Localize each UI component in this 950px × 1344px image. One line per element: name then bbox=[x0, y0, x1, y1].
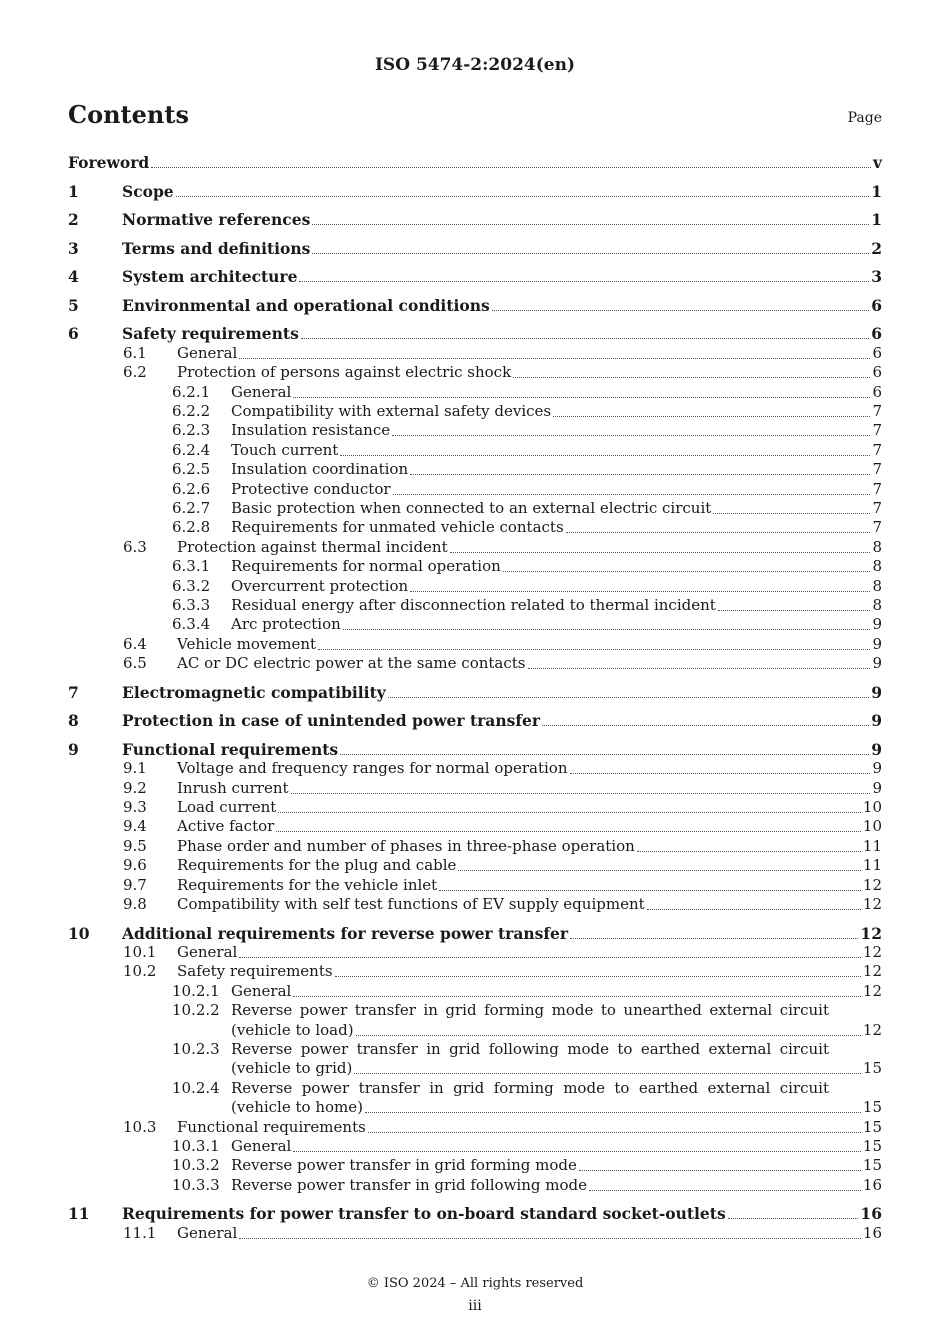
dot-leader bbox=[276, 831, 861, 832]
dot-leader bbox=[293, 1151, 861, 1152]
dot-leader bbox=[503, 571, 871, 572]
toc-entry-title: Insulation resistance bbox=[231, 421, 391, 440]
dot-leader bbox=[458, 870, 860, 871]
dot-leader bbox=[368, 1132, 861, 1133]
dot-leader bbox=[393, 494, 871, 495]
toc-entry-title: AC or DC electric power at the same contacts bbox=[177, 654, 526, 673]
dot-leader bbox=[151, 167, 871, 168]
dot-leader bbox=[570, 773, 871, 774]
dot-leader bbox=[637, 851, 861, 852]
toc-entry-title: Reverse power transfer in grid following mode bbox=[231, 1175, 587, 1194]
toc-entry-title: Environmental and operational conditions bbox=[122, 295, 490, 315]
toc-entry-title: Active factor bbox=[177, 817, 275, 836]
dot-leader bbox=[513, 377, 870, 378]
toc-entry-title: Reverse power transfer in grid forming mode to earthed external circuit bbox=[231, 1078, 829, 1097]
toc-entry-number: 1 bbox=[68, 181, 79, 201]
toc-entry-page: 12 bbox=[862, 1020, 882, 1039]
toc-entry-number: 6.2.1 bbox=[172, 382, 211, 401]
toc-entry-number: 6.2.8 bbox=[172, 518, 211, 537]
toc-entry-title: Normative references bbox=[122, 210, 311, 230]
toc-entry[interactable] bbox=[68, 615, 882, 634]
toc-entry-title-line1 bbox=[231, 1040, 829, 1059]
toc-entry-number: 6.3.2 bbox=[172, 576, 211, 595]
toc-entry-number: 6.3.3 bbox=[172, 595, 211, 614]
toc-entry-title: General bbox=[177, 1223, 238, 1242]
toc-entry-number: 10.3 bbox=[123, 1117, 157, 1136]
toc-entry-page: 8 bbox=[872, 576, 882, 595]
toc-entry-number: 6.2.5 bbox=[172, 460, 211, 479]
dot-leader bbox=[718, 610, 871, 611]
dot-leader bbox=[239, 1238, 861, 1239]
toc-entry-page: 10 bbox=[862, 798, 882, 817]
dot-leader bbox=[647, 909, 861, 910]
toc-entry-number: 10.2.3 bbox=[172, 1039, 220, 1058]
toc-entry[interactable] bbox=[68, 441, 882, 460]
toc-entry-title-line2: (vehicle to home) bbox=[231, 1098, 363, 1117]
toc-entry-page: 9 bbox=[871, 682, 882, 702]
toc-entry[interactable] bbox=[68, 460, 882, 479]
toc-entry[interactable] bbox=[68, 943, 882, 962]
toc-entry-number: 6 bbox=[68, 324, 79, 344]
toc-entry[interactable] bbox=[68, 654, 882, 673]
toc-entry-page: 7 bbox=[872, 518, 882, 537]
toc-entry-number: 10.1 bbox=[123, 942, 157, 961]
toc-entry-page: 7 bbox=[872, 440, 882, 459]
toc-entry-page: 1 bbox=[871, 210, 882, 230]
toc-entry-title: System architecture bbox=[122, 267, 298, 287]
dot-leader bbox=[528, 668, 871, 669]
toc-entry-page: 15 bbox=[862, 1059, 882, 1078]
toc-entry-title: Foreword bbox=[68, 153, 150, 172]
toc-entry-number: 6.3.4 bbox=[172, 615, 211, 634]
dot-leader bbox=[450, 552, 871, 553]
toc-entry-number: 10 bbox=[68, 923, 90, 943]
toc-entry-page: 12 bbox=[862, 875, 882, 894]
dot-leader bbox=[542, 725, 869, 726]
toc-entry[interactable] bbox=[68, 239, 882, 258]
toc-entry-number: 9.8 bbox=[123, 894, 147, 913]
dot-leader bbox=[410, 591, 870, 592]
toc-entry-page: 12 bbox=[862, 894, 882, 913]
dot-leader bbox=[356, 1035, 861, 1036]
toc-entry-title: Compatibility with self test functions of EV supply equipment bbox=[177, 894, 645, 913]
toc-entry-number: 6.4 bbox=[123, 634, 147, 653]
toc-entry-number: 6.2.3 bbox=[172, 421, 211, 440]
toc-entry-title: Reverse power transfer in grid forming mode to unearthed external circuit bbox=[231, 1001, 829, 1020]
dot-leader bbox=[291, 793, 871, 794]
toc-entry-title: Protection of persons against electric shock bbox=[177, 363, 512, 382]
dot-leader bbox=[492, 310, 870, 311]
contents-title: Contents bbox=[68, 100, 189, 129]
toc-entry-title: Protection against thermal incident bbox=[177, 537, 448, 556]
toc-entry-title: Reverse power transfer in grid following mode to earthed external circuit bbox=[231, 1039, 829, 1058]
dot-leader bbox=[301, 338, 869, 339]
toc-entry-number: 8 bbox=[68, 711, 79, 731]
toc-entry-number: 6.3 bbox=[123, 537, 147, 556]
toc-entry[interactable] bbox=[68, 635, 882, 654]
toc-entry-title: General bbox=[231, 981, 292, 1000]
dot-leader bbox=[340, 754, 869, 755]
toc-entry-title: Protection in case of unintended power transfer bbox=[122, 711, 541, 731]
toc-entry-title: Compatibility with external safety devices bbox=[231, 402, 552, 421]
toc-entry-title: Scope bbox=[122, 181, 174, 201]
toc-entry-title-line1 bbox=[231, 1001, 829, 1020]
toc-entry[interactable] bbox=[68, 499, 882, 518]
dot-leader bbox=[439, 890, 861, 891]
toc-entry-number: 6.2.2 bbox=[172, 402, 211, 421]
toc-entry-page: 16 bbox=[860, 1204, 882, 1224]
toc-entry-number: 3 bbox=[68, 238, 79, 258]
toc-entry[interactable] bbox=[68, 1137, 882, 1156]
toc-entry[interactable] bbox=[68, 740, 882, 759]
dot-leader bbox=[312, 224, 869, 225]
toc-entry-page: 8 bbox=[872, 537, 882, 556]
toc-entry-number: 10.2 bbox=[123, 962, 157, 981]
toc-entry-page: 12 bbox=[862, 942, 882, 961]
toc-entry-page: 16 bbox=[862, 1175, 882, 1194]
toc-entry[interactable] bbox=[68, 1079, 882, 1118]
toc-entry[interactable] bbox=[68, 577, 882, 596]
dot-leader bbox=[278, 812, 861, 813]
toc-entry-page: 9 bbox=[872, 654, 882, 673]
toc-entry-page: 16 bbox=[862, 1223, 882, 1242]
toc-entry-number: 9 bbox=[68, 739, 79, 759]
toc-entry[interactable] bbox=[68, 1204, 882, 1223]
dot-leader bbox=[410, 474, 870, 475]
dot-leader bbox=[553, 416, 870, 417]
toc-entry-title: General bbox=[231, 1136, 292, 1155]
toc-entry-page: 15 bbox=[862, 1156, 882, 1175]
toc-entry-number: 10.3.3 bbox=[172, 1175, 220, 1194]
toc-entry-number: 11.1 bbox=[123, 1223, 157, 1242]
page-column-label: Page bbox=[847, 110, 882, 126]
toc-entry-page: 9 bbox=[872, 759, 882, 778]
toc-entry-title: Arc protection bbox=[231, 615, 341, 634]
dot-leader bbox=[589, 1190, 861, 1191]
toc-entry[interactable] bbox=[68, 363, 882, 382]
toc-entry-number: 10.2.4 bbox=[172, 1078, 220, 1097]
toc-entry[interactable] bbox=[68, 596, 882, 615]
toc-entry-number: 6.3.1 bbox=[172, 557, 211, 576]
toc-entry[interactable] bbox=[68, 182, 882, 201]
toc-entry[interactable] bbox=[68, 962, 882, 981]
toc-entry[interactable] bbox=[68, 344, 882, 363]
toc-entry[interactable] bbox=[68, 711, 882, 730]
toc-entry-page: 7 bbox=[872, 460, 882, 479]
toc-entry-number: 10.3.1 bbox=[172, 1136, 220, 1155]
toc-entry-title: Phase order and number of phases in three-phase operation bbox=[177, 836, 635, 855]
toc-entry-title: Terms and definitions bbox=[122, 238, 311, 258]
toc-entry-number: 6.2 bbox=[123, 363, 147, 382]
toc-entry-page: 12 bbox=[862, 962, 882, 981]
dot-leader bbox=[293, 397, 870, 398]
toc-entry-title: Overcurrent protection bbox=[231, 576, 409, 595]
toc-entry-title: Inrush current bbox=[177, 778, 289, 797]
toc-entry[interactable] bbox=[68, 1040, 882, 1079]
toc-entry-number: 7 bbox=[68, 682, 79, 702]
toc-entry[interactable] bbox=[68, 557, 882, 576]
toc-entry-number: 9.1 bbox=[123, 759, 147, 778]
toc-entry[interactable] bbox=[68, 153, 882, 172]
toc-entry-page: 11 bbox=[862, 836, 882, 855]
dot-leader bbox=[354, 1073, 861, 1074]
toc-entry[interactable] bbox=[68, 876, 882, 895]
toc-entry[interactable] bbox=[68, 1156, 882, 1175]
dot-leader bbox=[239, 957, 861, 958]
toc-entry-number: 6.1 bbox=[123, 343, 147, 362]
dot-leader bbox=[299, 281, 869, 282]
toc-entry-title: Insulation coordination bbox=[231, 460, 409, 479]
toc-entry-page: 1 bbox=[871, 181, 882, 201]
toc-entry-title: Reverse power transfer in grid forming mode bbox=[231, 1156, 577, 1175]
toc-entry-page: 6 bbox=[872, 343, 882, 362]
toc-entry-page: 7 bbox=[872, 402, 882, 421]
toc-entry[interactable] bbox=[68, 1001, 882, 1040]
toc-entry-page: 6 bbox=[871, 324, 882, 344]
toc-entry-page: 15 bbox=[862, 1098, 882, 1117]
toc-entry-page: 3 bbox=[871, 267, 882, 287]
toc-entry-page: 12 bbox=[860, 923, 882, 943]
toc-entry-title: Requirements for the vehicle inlet bbox=[177, 875, 438, 894]
toc-entry-number: 9.6 bbox=[123, 856, 147, 875]
dot-leader bbox=[728, 1218, 859, 1219]
toc-entry-number: 9.4 bbox=[123, 817, 147, 836]
toc-entry-page: 7 bbox=[872, 421, 882, 440]
toc-entry-page: 7 bbox=[872, 479, 882, 498]
dot-leader bbox=[343, 629, 871, 630]
toc-entry[interactable] bbox=[68, 895, 882, 914]
toc-entry[interactable] bbox=[68, 817, 882, 836]
toc-entry-page: 10 bbox=[862, 817, 882, 836]
toc-entry-title: Basic protection when connected to an external electric circuit bbox=[231, 498, 712, 517]
toc-entry-number: 2 bbox=[68, 210, 79, 230]
toc-entry-title: Load current bbox=[177, 798, 277, 817]
toc-entry[interactable] bbox=[68, 518, 882, 537]
toc-entry-number: 10.3.2 bbox=[172, 1156, 220, 1175]
toc-entry-title-line2: (vehicle to grid) bbox=[231, 1059, 353, 1078]
toc-entry-number: 10.2.2 bbox=[172, 1001, 220, 1020]
toc-entry-page: 6 bbox=[872, 382, 882, 401]
toc-entry[interactable] bbox=[68, 480, 882, 499]
dot-leader bbox=[318, 649, 870, 650]
toc-entry-number: 9.5 bbox=[123, 836, 147, 855]
toc-entry-number: 6.2.7 bbox=[172, 498, 211, 517]
table-of-contents bbox=[68, 153, 882, 1243]
toc-entry[interactable] bbox=[68, 1118, 882, 1137]
toc-entry-page: 8 bbox=[872, 595, 882, 614]
toc-entry-title: Protective conductor bbox=[231, 479, 391, 498]
toc-entry-title: General bbox=[177, 942, 238, 961]
toc-entry-page: 9 bbox=[872, 634, 882, 653]
dot-leader bbox=[365, 1112, 861, 1113]
toc-entry[interactable] bbox=[68, 798, 882, 817]
copyright-footer: © ISO 2024 – All rights reserved bbox=[366, 1276, 584, 1291]
dot-leader bbox=[176, 196, 870, 197]
toc-entry-title: Electromagnetic compatibility bbox=[122, 682, 386, 702]
toc-entry-title-line2: (vehicle to load) bbox=[231, 1020, 354, 1039]
toc-entry-title: Additional requirements for reverse power transfer bbox=[122, 923, 569, 943]
toc-entry-page: 9 bbox=[871, 739, 882, 759]
toc-entry[interactable] bbox=[68, 982, 882, 1001]
toc-entry[interactable] bbox=[68, 421, 882, 440]
toc-entry-number: 6.5 bbox=[123, 654, 147, 673]
toc-entry-page: 7 bbox=[872, 498, 882, 517]
toc-entry[interactable] bbox=[68, 402, 882, 421]
dot-leader bbox=[312, 253, 869, 254]
toc-entry-title: Safety requirements bbox=[177, 962, 333, 981]
dot-leader bbox=[570, 938, 858, 939]
toc-entry-page: 9 bbox=[872, 615, 882, 634]
toc-entry-page: 6 bbox=[871, 295, 882, 315]
toc-entry[interactable] bbox=[68, 210, 882, 229]
toc-entry[interactable] bbox=[68, 683, 882, 702]
toc-entry-title: Safety requirements bbox=[122, 324, 299, 344]
document-id-header: ISO 5474-2:2024(en) bbox=[374, 55, 575, 75]
toc-entry[interactable] bbox=[68, 296, 882, 315]
toc-entry-title: Residual energy after disconnection related to thermal incident bbox=[231, 595, 716, 614]
toc-entry-number: 4 bbox=[68, 267, 79, 287]
dot-leader bbox=[293, 996, 861, 997]
toc-entry-title: Requirements for normal operation bbox=[231, 557, 501, 576]
toc-entry-title: Requirements for unmated vehicle contacts bbox=[231, 518, 564, 537]
toc-entry[interactable] bbox=[68, 267, 882, 286]
toc-entry-number: 5 bbox=[68, 295, 79, 315]
dot-leader bbox=[388, 697, 869, 698]
toc-entry-title: Requirements for power transfer to on-board standard socket-outlets bbox=[122, 1204, 726, 1224]
toc-entry-title: Vehicle movement bbox=[177, 634, 317, 653]
dot-leader bbox=[713, 513, 870, 514]
toc-entry[interactable] bbox=[68, 1176, 882, 1195]
toc-entry[interactable] bbox=[68, 324, 882, 343]
toc-entry-title: Functional requirements bbox=[122, 739, 339, 759]
toc-entry[interactable] bbox=[68, 538, 882, 557]
toc-entry-number: 9.7 bbox=[123, 875, 147, 894]
toc-entry-title-line1 bbox=[231, 1079, 829, 1098]
dot-leader bbox=[239, 358, 870, 359]
toc-entry-title: Functional requirements bbox=[177, 1117, 366, 1136]
toc-entry-number: 6.2.6 bbox=[172, 479, 211, 498]
toc-entry-title: General bbox=[177, 343, 238, 362]
toc-entry[interactable] bbox=[68, 779, 882, 798]
toc-entry[interactable] bbox=[68, 837, 882, 856]
toc-entry-page: 9 bbox=[872, 778, 882, 797]
toc-entry[interactable] bbox=[68, 924, 882, 943]
page-number: iii bbox=[468, 1298, 482, 1314]
toc-entry-number: 6.2.4 bbox=[172, 440, 211, 459]
dot-leader bbox=[566, 532, 871, 533]
toc-entry[interactable] bbox=[68, 856, 882, 875]
toc-entry-page: 8 bbox=[872, 557, 882, 576]
toc-entry[interactable] bbox=[68, 759, 882, 778]
toc-entry-page: 15 bbox=[862, 1136, 882, 1155]
toc-entry-page: 2 bbox=[871, 238, 882, 258]
toc-entry-title: General bbox=[231, 382, 292, 401]
toc-entry-page: 9 bbox=[871, 711, 882, 731]
toc-entry-number: 9.2 bbox=[123, 778, 147, 797]
toc-entry-number: 10.2.1 bbox=[172, 981, 220, 1000]
toc-entry[interactable] bbox=[68, 1224, 882, 1243]
toc-entry-title: Requirements for the plug and cable bbox=[177, 856, 457, 875]
dot-leader bbox=[579, 1170, 861, 1171]
toc-entry-number: 9.3 bbox=[123, 798, 147, 817]
toc-entry-title: Touch current bbox=[231, 440, 339, 459]
dot-leader bbox=[335, 976, 861, 977]
toc-entry-page: 15 bbox=[862, 1117, 882, 1136]
toc-entry-page: 6 bbox=[872, 363, 882, 382]
dot-leader bbox=[392, 435, 870, 436]
toc-entry-page: 12 bbox=[862, 981, 882, 1000]
toc-entry-page: v bbox=[872, 153, 882, 172]
dot-leader bbox=[340, 455, 870, 456]
toc-entry[interactable] bbox=[68, 383, 882, 402]
toc-entry-number: 11 bbox=[68, 1204, 90, 1224]
toc-entry-title: Voltage and frequency ranges for normal operation bbox=[177, 759, 568, 778]
toc-entry-page: 11 bbox=[862, 856, 882, 875]
